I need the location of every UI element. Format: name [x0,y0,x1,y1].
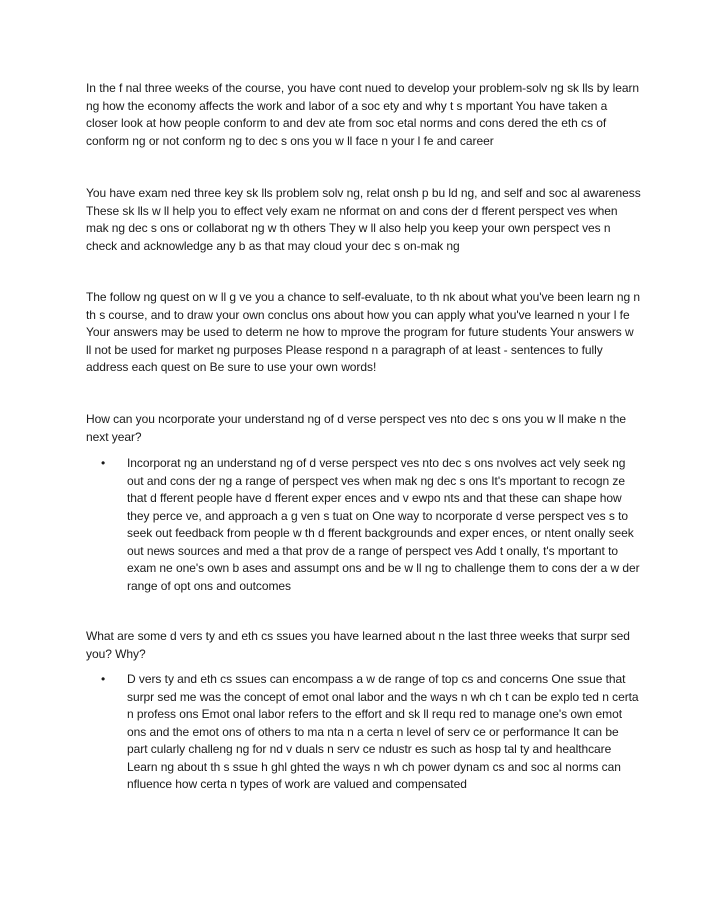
answer-1: Incorporat ng an understand ng of d verse perspect ves nto dec s ons nvolves act vely seek ng out and cons der ng a range of perspect ves when mak ng dec s ons It's mportant to recogn ze that d fferent people have d fferent exper ences and v ewpo nts and that these can shape how they perce ve, and approach a g ven s tuat on One way to ncorporate d verse perspect ves s to seek out feedback from people w th d fferent backgrounds and exper ences, or ntent onally seek out news sources and med a that prov de a range of perspect ves Add t onally, t's mportant to exam ne one's own b ases and assumpt ons and be w ll ng to challenge them to cons der a w der range of opt ons and outcomes [127,456,640,593]
question-1: How can you ncorporate your understand ng of d verse perspect ves nto dec s ons you w ll make n the next year? [86,412,627,444]
answer-1-item [86,455,642,595]
bullet-icon: • [101,672,106,686]
answer-2: D vers ty and eth cs ssues can encompass a w de range of top cs and concerns One ssue that surpr sed me was the concept of emot onal labor and the ways n wh ch t can be explo ted n certa n profess ons Emot onal labor refers to the effort and sk ll requ red to manage one's own emot ons and the emot ons of others to ma nta n a certa n level of serv ce or performance It can be part cularly challeng ng for nd v duals n serv ce ndustr es such as hosp tal ty and healthcare Learn ng about th s ssue h ghl ghted the ways n wh ch power dynam cs and soc al norms can nfluence how certa n types of work are valued and compensated [127,672,639,791]
instructions-paragraph: The follow ng quest on w ll g ve you a chance to self-evaluate, to th nk about what you've been learn ng n th s course, and to draw your own conclus ons about how you can apply what you've learned n your l fe Your answers may be used to determ ne how to mprove the program for future students Your answers w ll not be used for market ng purposes Please respond n a paragraph of at least - sentences to fully address each quest on Be sure to use your own words! [86,290,641,374]
bullet-icon: • [101,456,106,470]
question-2: What are some d vers ty and eth cs ssues you have learned about n the last three weeks that surpr sed you? Why? [86,629,630,661]
skills-paragraph: You have exam ned three key sk lls problem solv ng, relat onsh p bu ld ng, and self and soc al awareness These sk lls w ll help you to effect vely exam ne nformat on and cons der d fferent perspect ves when mak ng dec s ons or collaborat ng w th others They w ll also help you keep your own perspect ves n check and acknowledge any b as that may cloud your dec s on-mak ng [86,186,641,253]
answer-2-item [86,671,642,794]
intro-paragraph: In the f nal three weeks of the course, you have cont nued to develop your problem-solv ng sk lls by learn ng how the economy affects the work and labor of a soc ety and why t s mportant You have taken a closer look at how people conform to and dev ate from soc etal norms and cons dered the eth cs of conform ng or not conform ng to dec s ons you w ll face n your l fe and career [86,81,640,148]
